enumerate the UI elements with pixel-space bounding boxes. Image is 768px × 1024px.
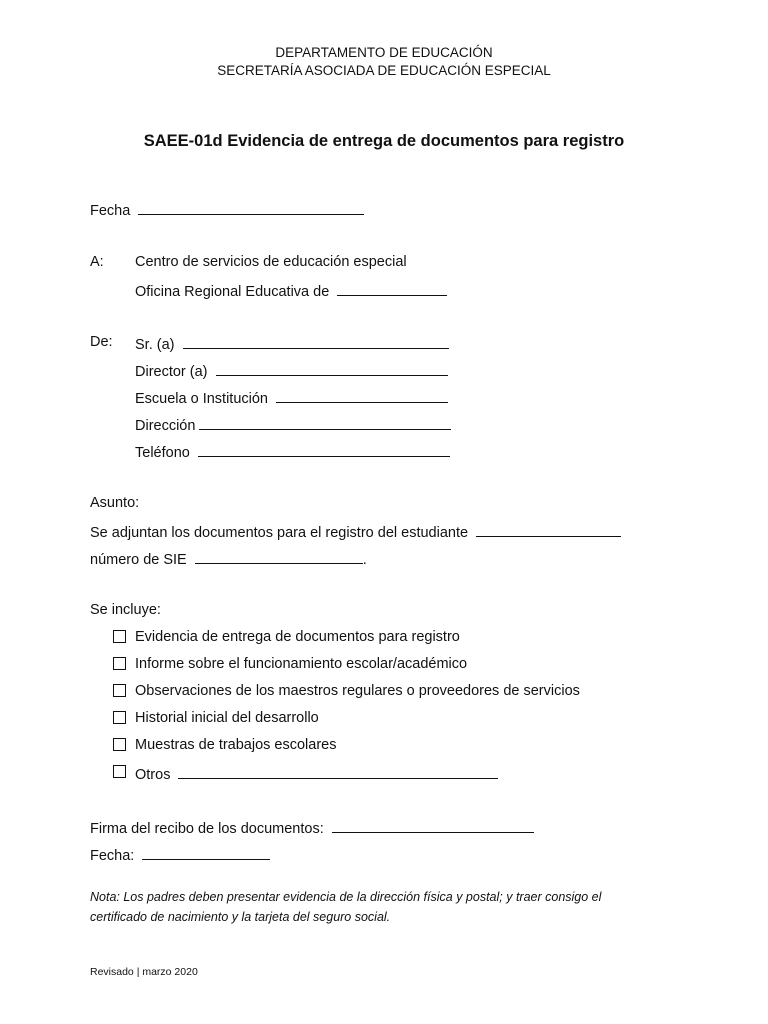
checkbox-samples[interactable] [113, 738, 126, 751]
fecha-row [90, 200, 364, 219]
regional-office-blank[interactable] [337, 281, 447, 296]
department-header: DEPARTAMENTO DE EDUCACIÓN [275, 45, 493, 60]
from-sr-label: Sr. (a) [135, 337, 175, 353]
from-label: De: [90, 334, 113, 350]
include-item-evidence: Evidencia de entrega de documentos para registro [135, 629, 460, 645]
sr-blank[interactable] [183, 334, 449, 349]
includes-label: Se incluye: [90, 602, 161, 618]
fecha-blank[interactable] [138, 200, 364, 215]
from-address-label: Dirección [135, 418, 196, 434]
from-address-row [135, 415, 451, 434]
others-blank[interactable] [178, 764, 498, 779]
secretariat-header: SECRETARÍA ASOCIADA DE EDUCACIÓN ESPECIAL [217, 63, 551, 78]
note-line-1: Nota: Los padres deben presentar evidencia de la dirección física y postal; y traer consigo el [90, 890, 602, 904]
include-item-others-row [135, 764, 498, 783]
from-phone-label: Teléfono [135, 445, 190, 461]
to-office-label: Oficina Regional Educativa de [135, 284, 330, 300]
receipt-date-label: Fecha: [90, 848, 135, 864]
signature-label: Firma del recibo de los documentos: [90, 821, 324, 837]
to-center: Centro de servicios de educación especial [135, 254, 407, 270]
sie-blank[interactable] [195, 549, 363, 564]
address-blank[interactable] [199, 415, 451, 430]
fecha-label: Fecha [90, 203, 131, 219]
director-blank[interactable] [216, 361, 448, 376]
revision-footer: Revisado | marzo 2020 [90, 966, 198, 978]
include-item-others: Otros [135, 767, 171, 783]
school-blank[interactable] [276, 388, 448, 403]
include-item-history: Historial inicial del desarrollo [135, 710, 319, 726]
phone-blank[interactable] [198, 442, 450, 457]
checkbox-evidence[interactable] [113, 630, 126, 643]
from-school-label: Escuela o Institución [135, 391, 268, 407]
subject-student-text: Se adjuntan los documentos para el registro del estudiante [90, 525, 469, 541]
from-phone-row [135, 442, 450, 461]
include-item-report: Informe sobre el funcionamiento escolar/académico [135, 656, 468, 672]
checkbox-others[interactable] [113, 765, 126, 778]
to-label: A: [90, 254, 104, 270]
signature-row [90, 818, 534, 837]
include-item-samples: Muestras de trabajos escolares [135, 737, 337, 753]
receipt-date-row [90, 845, 270, 864]
from-sr-row [135, 334, 449, 353]
checkbox-observations[interactable] [113, 684, 126, 697]
subject-student-row [90, 522, 621, 541]
sie-period: . [362, 552, 367, 568]
checkbox-history[interactable] [113, 711, 126, 724]
to-office-row [135, 281, 447, 300]
note-line-2: certificado de nacimiento y la tarjeta del seguro social. [90, 910, 391, 924]
subject-sie-text: número de SIE [90, 552, 187, 568]
checkbox-report[interactable] [113, 657, 126, 670]
subject-sie-row [90, 549, 367, 568]
receipt-date-blank[interactable] [142, 845, 270, 860]
include-item-observations: Observaciones de los maestros regulares o proveedores de servicios [135, 683, 580, 699]
subject-label: Asunto: [90, 495, 140, 511]
student-blank[interactable] [476, 522, 621, 537]
signature-blank[interactable] [332, 818, 534, 833]
from-school-row [135, 388, 448, 407]
from-director-label: Director (a) [135, 364, 208, 380]
form-title: SAEE-01d Evidencia de entrega de documentos para registro [143, 132, 625, 150]
from-director-row [135, 361, 448, 380]
